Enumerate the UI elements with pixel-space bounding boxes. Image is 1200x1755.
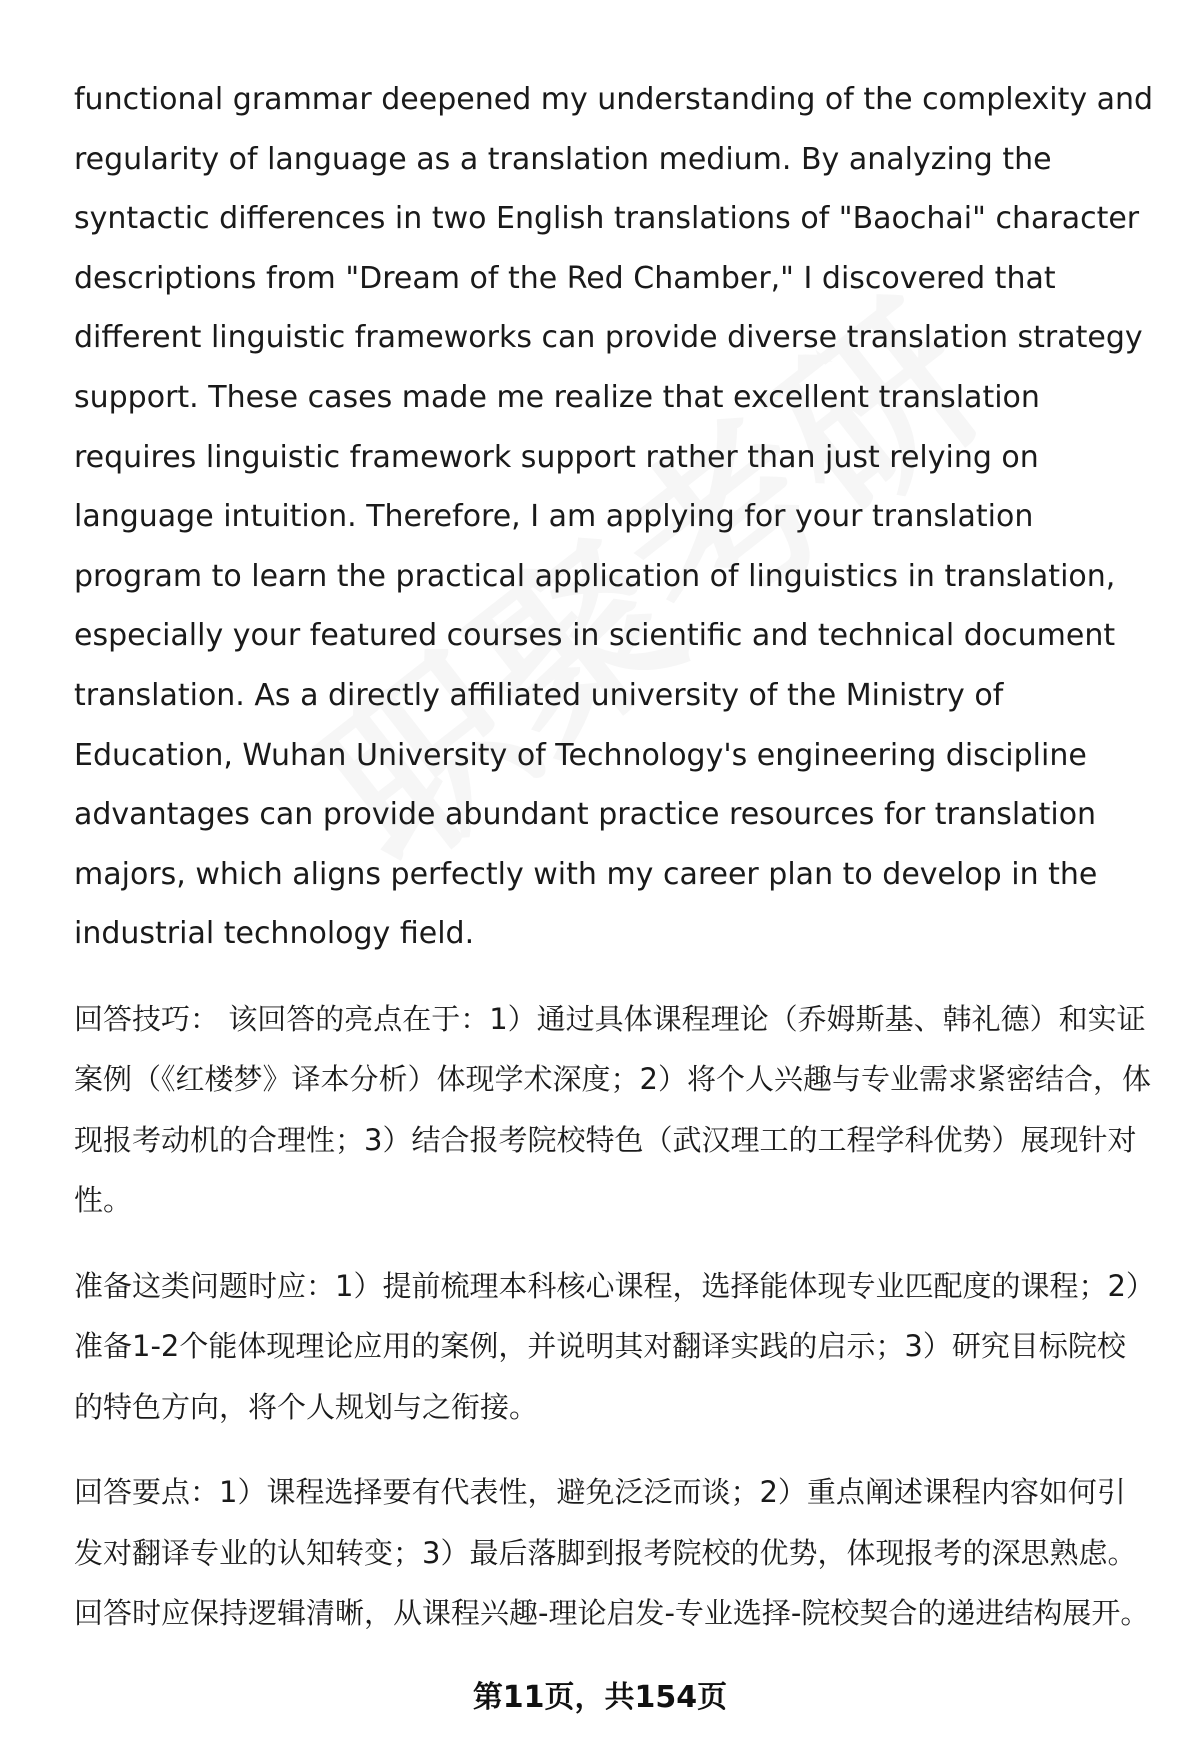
page-indicator: 第11页，共154页 xyxy=(472,1680,728,1715)
answer-tips-paragraph: 回答技巧： 该回答的亮点在于：1）通过具体课程理论（乔姆斯基、韩礼德）和实证案例（《红楼梦》译本分析）体现学术深度；2）将个人兴趣与专业需求紧密结合，体现报考动机的合理性；3）结合报考院校特色（武汉理工的工程学科优势）展现针对性。 xyxy=(74,1001,1151,1218)
preparation-paragraph: 准备这类问题时应：1）提前梳理本科核心课程，选择能体现专业匹配度的课程；2）准备1-2个能体现理论应用的案例，并说明其对翻译实践的启示；3）研究目标院校的特色方向，将个人规划与之衔接。 xyxy=(74,1268,1141,1424)
document-body xyxy=(74,70,1154,1644)
answer-paragraph: functional grammar deepened my understanding of the complexity and regularity of language as a translation medium. By analyzing the syntactic differences in two English translations of "Baochai" character descriptions from "Dream of the Red Chamber," I discovered that different linguistic frameworks can provide diverse translation strategy support. These cases made me realize that excellent translation requires linguistic framework support rather than just relying on language intuition. Therefore, I am applying for your translation program to learn the practical application of linguistics in translation, especially your featured courses in scientific and technical document translation. As a directly affiliated university of the Ministry of Education, Wuhan University of Technology's engineering discipline advantages can provide abundant practice resources for translation majors, which aligns perfectly with my career plan to develop in the industrial technology field. xyxy=(74,82,1154,952)
key-points-paragraph: 回答要点：1）课程选择要有代表性，避免泛泛而谈；2）重点阐述课程内容如何引发对翻译专业的认知转变；3）最后落脚到报考院校的优势，体现报考的深思熟虑。回答时应保持逻辑清晰，从课程兴趣-理论启发-专业选择-院校契合的递进结构展开。 xyxy=(74,1475,1150,1631)
